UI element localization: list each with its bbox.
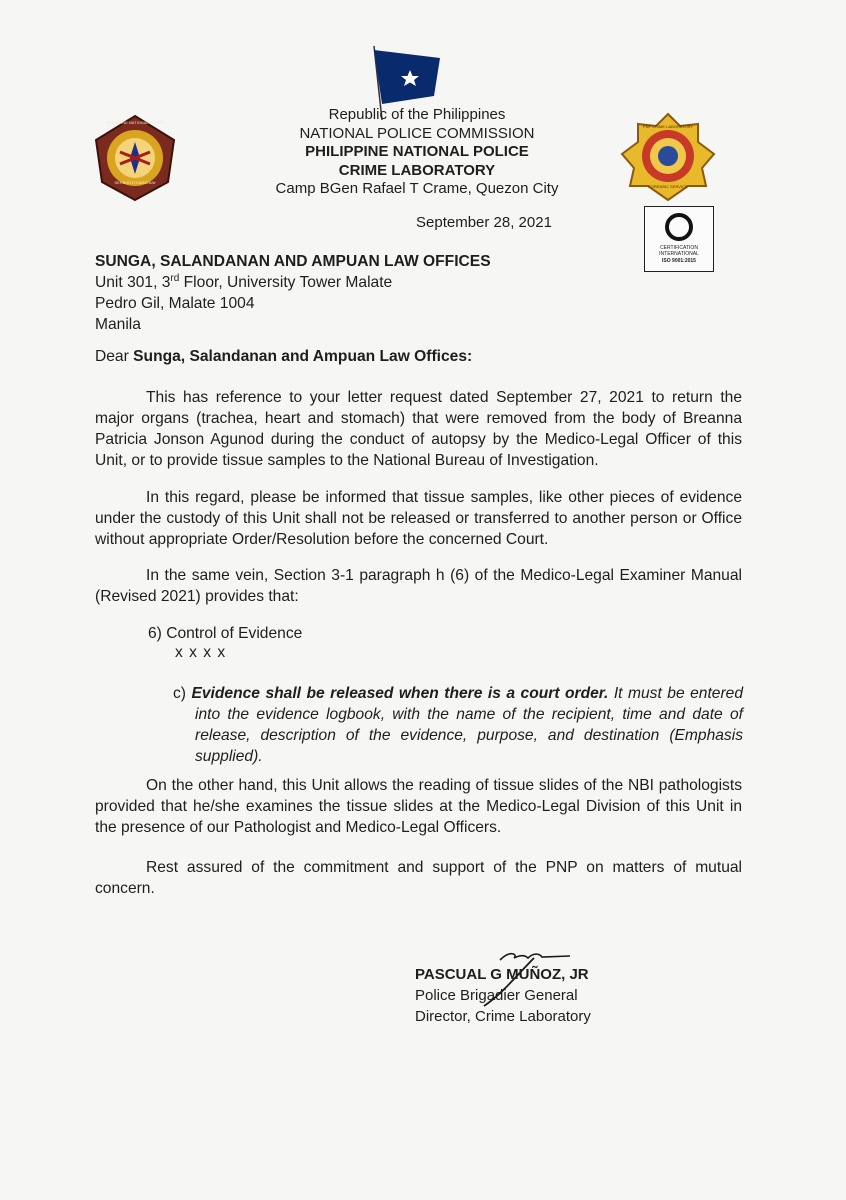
paragraph-4: On the other hand, this Unit allows the reading of tissue slides of the NBI pathologists provided that he/she examines the tissue slides at the Medico-Legal Division of this Unit in the presence of our Pathologist and Medico-Legal Officers.: [95, 777, 742, 836]
recipient-address-2: Pedro Gil, Malate 1004: [95, 295, 255, 312]
paragraph-1: This has reference to your letter request dated September 27, 2021 to return the major organs (trachea, heart and stomach) that were removed from the body of Breanna Patricia Jonson Agunod during the conduct of autopsy by the Medico-Legal Officer of this Unit, or to provide tissue samples to the National Bureau of Investigation.: [95, 389, 742, 469]
recipient-address-1: [95, 272, 655, 293]
letterhead-line-1: Republic of the Philippines: [328, 106, 506, 123]
signatory-name: PASCUAL G MUÑOZ, JR: [415, 966, 589, 983]
paragraph-2: In this regard, please be informed that tissue samples, like other pieces of evidence under the custody of this Unit shall not be released or transferred to another person or Office without appropriate Order/Resolution before the concerned Court.: [95, 489, 742, 548]
signature-block: [415, 964, 591, 1027]
item-c-emphasis: Evidence shall be released when there is a court order.: [191, 685, 609, 702]
paragraph-5: Rest assured of the commitment and support of the PNP on matters of mutual concern.: [95, 859, 742, 897]
pnp-seal-icon: [90, 112, 180, 202]
pnp-seal-caption-top: PHILIPPINE NATIONAL POLICE: [105, 120, 165, 125]
iso-line-3: ISO 9001:2015: [662, 258, 696, 264]
letterhead-line-2: NATIONAL POLICE COMMISSION: [299, 124, 535, 142]
salutation-prefix: Dear: [95, 348, 134, 365]
signatory-rank: Police Brigadier General: [415, 987, 578, 1004]
recipient-address-3: Manila: [95, 316, 141, 333]
signatory-position: Director, Crime Laboratory: [415, 1008, 591, 1025]
letterhead-line-3: PHILIPPINE NATIONAL POLICE: [305, 143, 529, 161]
address-floor: Floor, University Tower Malate: [179, 274, 393, 291]
crime-lab-badge-caption: PNP CRIME LABORATORY: [642, 124, 694, 129]
iso-ring-icon: [663, 211, 695, 243]
item-c-text: It must be entered into the evidence logbook, with the name of the recipient, time and date of release, description of the evidence, purpose, and destination (Emphasis supplied).: [195, 685, 743, 765]
letterhead-line-5: Camp BGen Rafael T Crame, Quezon City: [275, 180, 559, 198]
pnp-seal-caption-bottom: SERBISYO KABAYANI: [114, 180, 156, 185]
paragraph-3: In the same vein, Section 3-1 paragraph h (6) of the Medico-Legal Examiner Manual (Revised 2021) provides that:: [95, 567, 742, 605]
letter-date: September 28, 2021: [416, 214, 552, 231]
item-c-label: c): [173, 685, 192, 702]
address-unit: Unit 301, 3: [95, 274, 171, 291]
salutation-name: Sunga, Salandanan and Ampuan Law Offices:: [133, 348, 473, 365]
recipient-block: [95, 251, 655, 335]
letterhead-line-4: CRIME LABORATORY: [338, 161, 496, 179]
recipient-name: SUNGA, SALANDANAN AND AMPUAN LAW OFFICES: [95, 253, 491, 270]
crime-lab-badge-footer: FORENSIC SERVICE: [648, 184, 688, 189]
iso-line-2: INTERNATIONAL: [659, 251, 699, 257]
omission-marker: x x x x: [175, 644, 227, 661]
address-ordinal: rd: [170, 272, 180, 284]
provision-item-c: [173, 683, 743, 767]
iso-line-1: CERTIFICATION: [660, 245, 698, 251]
control-of-evidence-heading: 6) Control of Evidence: [148, 625, 303, 642]
salutation: [95, 346, 472, 367]
letterhead: [200, 106, 634, 199]
